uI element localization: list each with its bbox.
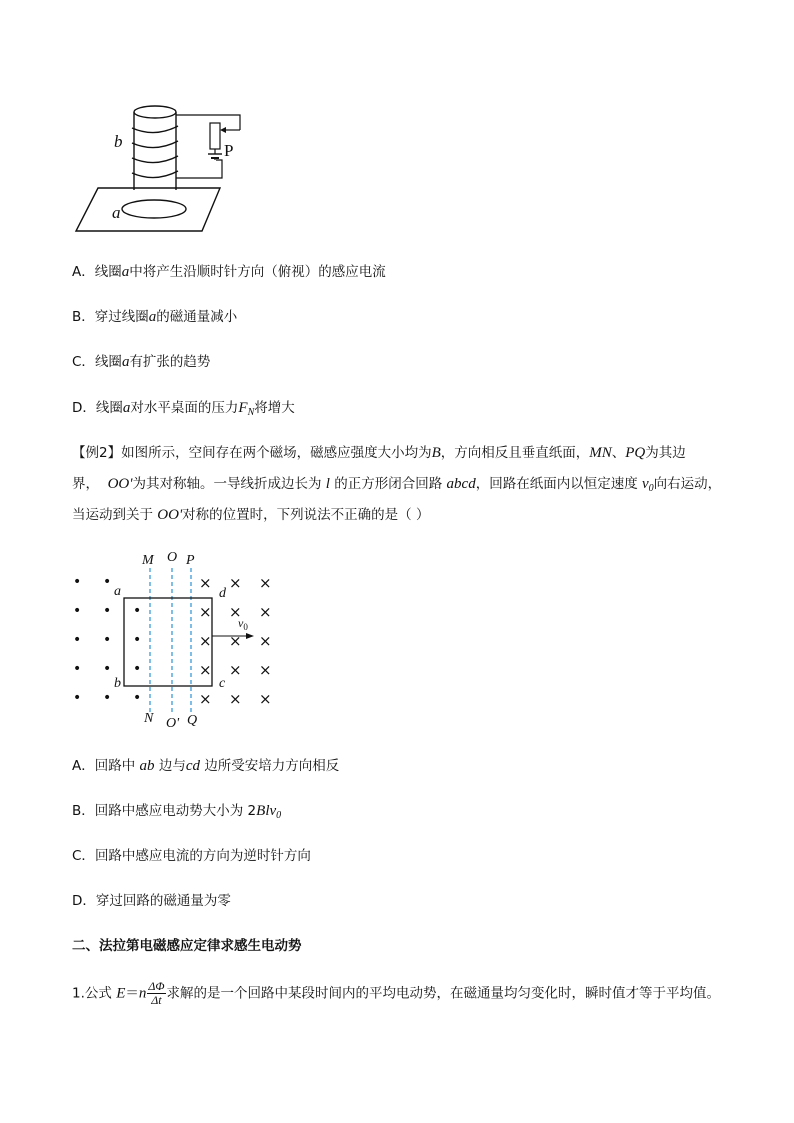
label-d: d [219,586,226,601]
field-cross: × [199,603,212,621]
field-cross: × [259,661,272,679]
fraction-dphi-dt: $\frac{\Delta\Phi}{\Delta t}$ [148,979,165,1007]
q1-option-d[interactable]: D．线圈a对水平桌面的压力$F_N$将增大 [72,400,295,418]
q1-option-c[interactable]: C．线圈a有扩张的趋势 [72,354,211,370]
field-cross: × [229,632,242,650]
label-o: O [167,550,178,565]
field-dot: • [73,690,82,706]
q1-option-a[interactable]: A．线圈a中将产生沿顺时针方向（俯视）的感应电流 [72,264,386,280]
label-n: N [144,711,154,726]
slider-arrow [220,127,226,133]
field-dot: • [103,574,112,590]
q2-option-b[interactable]: B．回路中感应电动势大小为 2Blv$_0$ [72,803,282,821]
field-dot: • [73,603,82,619]
field-cross: × [229,661,242,679]
label-coil-b: b [114,132,123,151]
field-cross: × [229,690,242,708]
field-cross: × [259,574,272,592]
field-dot: • [133,603,142,619]
figure-solenoid-ring [70,98,270,238]
coil-winding [132,126,178,178]
field-dot: • [73,632,82,648]
label-m: M [142,553,154,568]
label-c: c [219,676,226,691]
field-dot: • [103,632,112,648]
formula-paragraph: 1.公式 E＝n $\frac{\Delta\Phi}{\Delta t}$ 求解的是一个回路中某段时间内的平均电动势，在磁通量均匀变化时，瞬时值才等于平均值。 [72,979,721,1007]
section-heading: 二、法拉第电磁感应定律求感生电动势 [72,938,302,954]
field-cross: × [199,574,212,592]
q2-option-a[interactable]: A．回路中 ab 边与cd 边所受安培力方向相反 [72,758,340,774]
q2-option-c[interactable]: C．回路中感应电流的方向为逆时针方向 [72,848,311,864]
rheostat [210,123,220,149]
label-a: a [114,584,121,599]
field-cross: × [229,574,242,592]
field-dot: • [73,574,82,590]
field-cross: × [229,603,242,621]
label-q: Q [187,713,198,728]
field-dot: • [103,690,112,706]
q1-option-b[interactable]: B．穿过线圈a的磁通量减小 [72,309,238,325]
label-p: P [186,553,195,568]
field-dot: • [133,632,142,648]
field-cross: × [259,632,272,650]
label-b: b [114,676,121,691]
example2-line2: 界， OO'为其对称轴。一导线折成边长为 l 的正方形闭合回路 abcd，回路在纸面内以恒定速度 $v_0$向右运动， [72,476,722,494]
figure-field-loop [60,548,290,738]
field-dot: • [103,603,112,619]
label-ring-a: a [112,203,121,222]
example-tag: 【例2】 [72,445,122,461]
label-o-prime: O' [166,716,180,731]
ring-a [122,200,186,218]
field-cross: × [199,661,212,679]
field-dot: • [103,661,112,677]
field-cross: × [259,690,272,708]
field-cross: × [199,632,212,650]
table-plane [76,188,220,231]
label-rheostat-p: P [224,141,234,160]
field-cross: × [259,603,272,621]
field-dot: • [133,690,142,706]
example2-line1: 【例2】如图所示，空间存在两个磁场，磁感应强度大小均为B，方向相反且垂直纸面，MN、PQ为其边 [72,445,686,461]
label-v0: $v_0$ [238,616,248,632]
field-dot: • [133,661,142,677]
field-cross: × [199,690,212,708]
field-dot: • [73,661,82,677]
example2-line3: 当运动到关于 OO'对称的位置时，下列说法不正确的是（ ） [72,507,430,523]
q2-option-d[interactable]: D．穿过回路的磁通量为零 [72,893,231,909]
